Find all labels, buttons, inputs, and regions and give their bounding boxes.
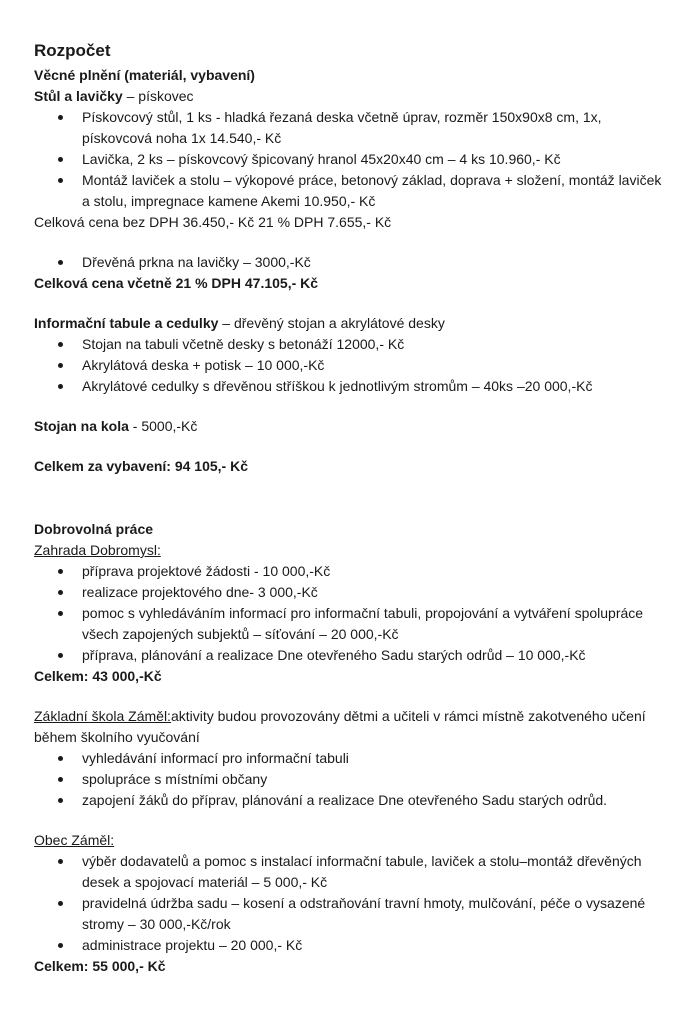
- stul-heading: [34, 86, 664, 107]
- skola-heading: [34, 706, 664, 748]
- document-title: Rozpočet: [34, 41, 111, 60]
- tabule-label: Informační tabule a cedulky: [34, 315, 219, 331]
- list-item: příprava projektové žádosti - 10 000,-Kč: [82, 561, 664, 582]
- obec-label: Obec Záměl:: [34, 832, 115, 848]
- list-item: vyhledávání informací pro informační tabuli: [82, 748, 664, 769]
- stul-subtotal: Celková cena bez DPH 36.450,- Kč 21 % DPH 7.655,- Kč: [34, 214, 392, 230]
- list-item: administrace projektu – 20 000,- Kč: [82, 935, 664, 956]
- tabule-list: [34, 334, 664, 397]
- section-heading-vecne: Věcné plnění (materiál, vybavení): [34, 67, 255, 83]
- skola-list: [34, 748, 664, 811]
- list-item: Akrylátové cedulky s dřevěnou stříškou k jednotlivým stromům – 40ks –20 000,-Kč: [82, 376, 664, 397]
- list-item: Akrylátová deska + potisk – 10 000,-Kč: [82, 355, 664, 376]
- obec-total: Celkem: 55 000,- Kč: [34, 958, 166, 974]
- stul-total: Celková cena včetně 21 % DPH 47.105,- Kč: [34, 275, 319, 291]
- list-item: Montáž laviček a stolu – výkopové práce, betonový základ, doprava + složení, montáž laviček a stolu, impregnace kamene Akemi 10.950,- Kč: [82, 170, 664, 212]
- list-item: příprava, plánování a realizace Dne otevřeného Sadu starých odrůd – 10 000,-Kč: [82, 645, 664, 666]
- kola-label: Stojan na kola: [34, 418, 129, 434]
- zahrada-list: [34, 561, 664, 666]
- skola-label: Základní škola Záměl:: [34, 708, 171, 724]
- stul-list: [34, 107, 664, 212]
- stul-label: Stůl a lavičky: [34, 88, 123, 104]
- list-item: pomoc s vyhledáváním informací pro informační tabuli, propojování a vytváření spolupráce všech zapojených subjektů – síťování – 20 000,-Kč: [82, 603, 664, 645]
- list-item: realizace projektového dne- 3 000,-Kč: [82, 582, 664, 603]
- vybaveni-total: Celkem za vybavení: 94 105,- Kč: [34, 458, 249, 474]
- kola-line: [34, 416, 664, 437]
- skola-rest: aktivity budou provozovány dětmi a učiteli v rámci místně zakotveného učení během školního vyučování: [34, 708, 646, 745]
- list-item: zapojení žáků do příprav, plánování a realizace Dne otevřeného Sadu starých odrůd.: [82, 790, 664, 811]
- list-item: Pískovcový stůl, 1 ks - hladká řezaná deska včetně úprav, rozměr 150x90x8 cm, 1x, pískovcová noha 1x 14.540,- Kč: [82, 107, 664, 149]
- tabule-heading: [34, 313, 664, 334]
- list-item: Stojan na tabuli včetně desky s betonáží 12000,- Kč: [82, 334, 664, 355]
- tabule-rest: – dřevěný stojan a akrylátové desky: [218, 315, 445, 331]
- zahrada-total: Celkem: 43 000,-Kč: [34, 668, 162, 684]
- list-item: spolupráce s místními občany: [82, 769, 664, 790]
- stul-extra-list: [34, 252, 664, 273]
- kola-rest: - 5000,-Kč: [128, 418, 198, 434]
- section-heading-dobrovolna: Dobrovolná práce: [34, 521, 154, 537]
- list-item: Lavička, 2 ks – pískovcový špicovaný hranol 45x20x40 cm – 4 ks 10.960,- Kč: [82, 149, 664, 170]
- zahrada-label: Zahrada Dobromysl:: [34, 542, 161, 558]
- document-page: [34, 40, 664, 977]
- stul-rest: – pískovec: [122, 88, 194, 104]
- list-item: pravidelná údržba sadu – kosení a odstraňování travní hmoty, mulčování, péče o vysazené stromy – 30 000,-Kč/rok: [82, 893, 664, 935]
- list-item: Dřevěná prkna na lavičky – 3000,-Kč: [82, 252, 664, 273]
- obec-list: [34, 851, 664, 956]
- list-item: výběr dodavatelů a pomoc s instalací informační tabule, laviček a stolu–montáž dřevěných desek a spojovací materiál – 5 000,- Kč: [82, 851, 664, 893]
